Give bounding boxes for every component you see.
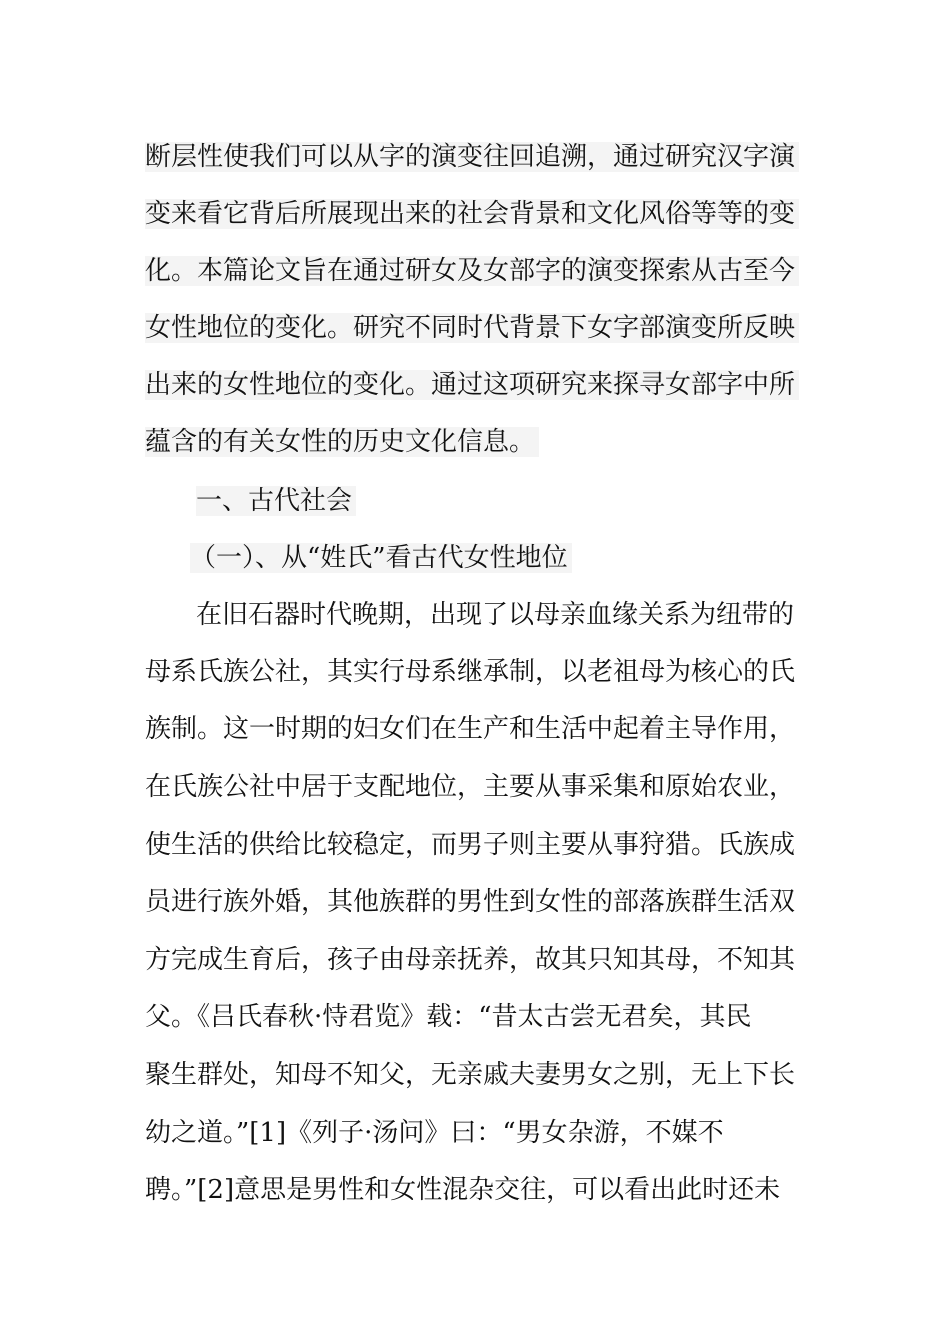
text-line-content: 聘。”[2]意思是男性和女性混杂交往，可以看出此时还未 [145,1175,781,1205]
text-line-content: 女性地位的变化。研究不同时代背景下女字部演变所反映 [145,313,799,343]
text-line-content: 在氏族公社中居于支配地位，主要从事采集和原始农业， [145,772,796,802]
text-line [145,767,795,807]
text-line [145,137,799,177]
text-line-content: 员进行族外婚，其他族群的男性到女性的部落族群生活双 [145,887,796,917]
text-line [145,825,795,865]
text-line [145,652,795,692]
text-line-content: 族制。这一时期的妇女们在生产和生活中起着主导作用， [145,714,796,744]
text-line-content: 母系氏族公社，其实行母系继承制，以老祖母为核心的氏 [145,657,796,687]
text-line [145,940,795,980]
text-line-content: 化。本篇论文旨在通过研女及女部字的演变探索从古至今 [145,256,799,286]
text-line-content: 断层性使我们可以从字的演变往回追溯，通过研究汉字演 [145,142,799,172]
text-line-content: 方完成生育后，孩子由母亲抚养，故其只知其母，不知其 [145,945,796,975]
section-heading [196,481,356,521]
text-line-content: 父。《吕氏春秋·恃君览》载：“昔太古尝无君矣，其民 [145,1002,752,1032]
text-line [145,882,795,922]
text-line [145,194,799,234]
text-line-content: 聚生群处，知母不知父，无亲戚夫妻男女之别，无上下长 [145,1060,796,1090]
text-line [145,709,795,749]
text-line-content: 在旧石器时代晚期，出现了以母亲血缘关系为纽带的 [196,600,795,630]
text-line [145,997,752,1037]
subsection-heading [190,538,572,578]
section-heading-text: 一、古代社会 [196,486,356,516]
text-line-content: 变来看它背后所展现出来的社会背景和文化风俗等等的变 [145,199,799,229]
text-line-content: 蕴含的有关女性的历史文化信息。 [145,427,539,457]
text-line-content: 出来的女性地位的变化。通过这项研究来探寻女部字中所 [145,370,799,400]
text-line [145,365,799,405]
text-line [145,308,799,348]
text-line [196,595,794,635]
subsection-heading-text: （一）、从“姓氏”看古代女性地位 [190,543,572,573]
text-line-content: 使生活的供给比较稳定，而男子则主要从事狩猎。氏族成 [145,830,796,860]
text-line [145,1170,780,1210]
text-line [145,1113,724,1153]
text-line [145,251,799,291]
text-line [145,422,539,462]
text-line [145,1055,795,1095]
text-line-content: 幼之道。”[1]《列子·汤问》曰：“男女杂游，不媒不 [145,1118,724,1148]
